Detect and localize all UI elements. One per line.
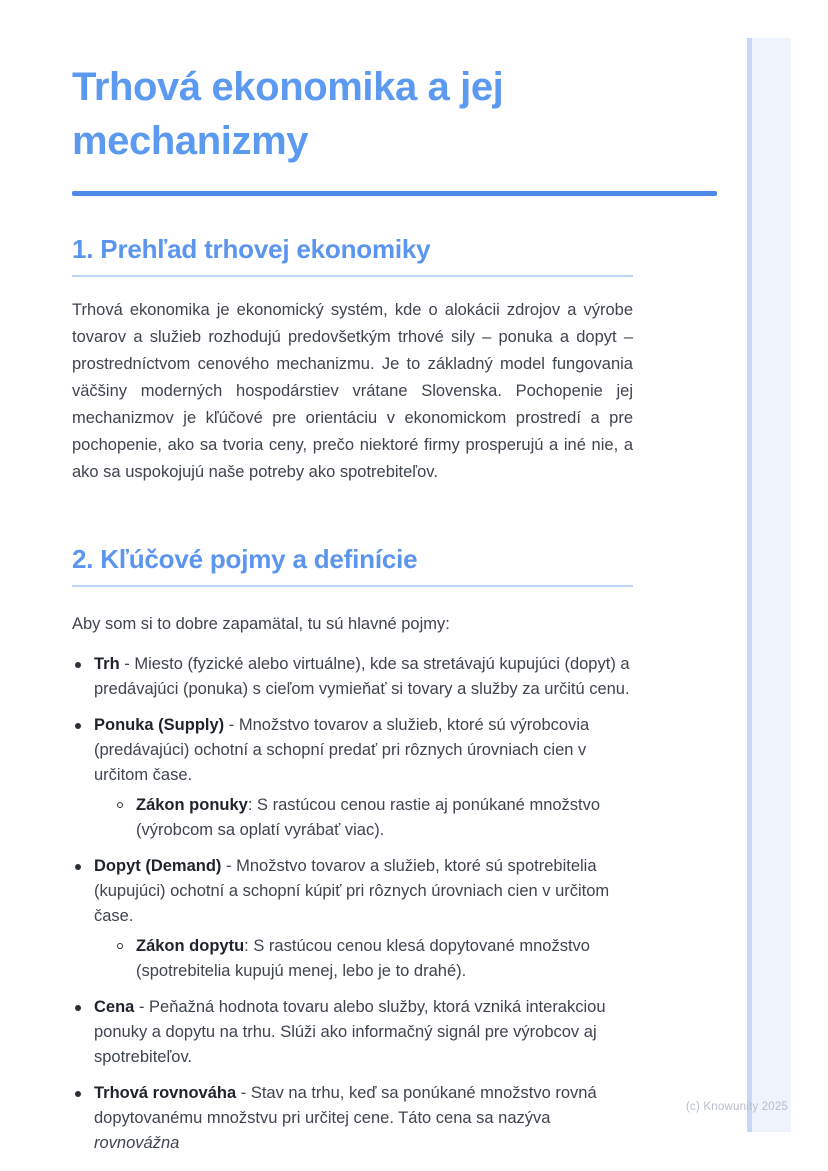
section-2-underline <box>72 585 633 587</box>
page-edge-accent-panel <box>752 38 791 1132</box>
terms-list <box>72 652 633 1156</box>
term-definition: Množstvo tovarov a služieb, ktoré sú výrobcovia (predávajúci) ochotní a schopní predať pri rôznych úrovniach cien v určitom čase. <box>94 716 590 784</box>
subterms-list <box>94 793 633 843</box>
bullet-icon <box>75 1091 81 1097</box>
subterms-list <box>94 934 633 984</box>
term-definition: Miesto (fyzické alebo virtuálne), kde sa stretávajú kupujúci (dopyt) a predávajúci (ponuka) s cieľom vymieňať si tovary a služby za určitú cenu. <box>94 655 630 698</box>
hollow-bullet-icon <box>117 943 123 949</box>
term-separator: - <box>224 716 239 734</box>
section-1-underline <box>72 275 633 277</box>
bullet-icon <box>75 1005 81 1011</box>
term-separator: - <box>221 857 237 875</box>
bullet-icon <box>75 864 81 870</box>
document-title: Trhová ekonomika a jej mechanizmy <box>72 65 504 163</box>
copyright-watermark: (c) Knowunity 2025 <box>686 1101 789 1113</box>
term-name: Trhová rovnováha <box>94 1084 237 1102</box>
section-2-heading: 2. Kľúčové pojmy a definície <box>72 544 418 574</box>
hollow-bullet-icon <box>117 802 123 808</box>
term-item-trhova-rovnovaha <box>72 1081 633 1156</box>
term-item-trh <box>72 652 633 702</box>
title-divider <box>72 191 717 196</box>
term-definition: Množstvo tovarov a služieb, ktoré sú spotrebitelia (kupujúci) ochotní a schopní kúpiť pri rôznych úrovniach cien v určitom čase. <box>94 857 610 925</box>
term-definition: Peňažná hodnota tovaru alebo služby, ktorá vzniká interakciou ponuky a dopytu na trhu. Slúži ako informačný signál pre výrobcov aj spotrebiteľov. <box>94 998 606 1066</box>
section-market-overview <box>72 232 633 486</box>
term-item-dopyt <box>72 854 633 984</box>
term-name: Ponuka (Supply) <box>94 716 225 734</box>
section-2-intro: Aby som si to dobre zapamätal, tu sú hlavné pojmy: <box>72 615 450 633</box>
document-content <box>72 0 633 1167</box>
section-1-heading: 1. Prehľad trhovej ekonomiky <box>72 234 431 264</box>
term-item-cena <box>72 995 633 1070</box>
bullet-icon <box>75 662 81 668</box>
term-definition-italic: rovnovážna <box>94 1134 180 1152</box>
subterm-item-zakon-ponuky <box>114 793 633 843</box>
bullet-icon <box>75 723 81 729</box>
term-name: Dopyt (Demand) <box>94 857 222 875</box>
term-separator: - <box>134 998 150 1016</box>
term-separator: - <box>236 1084 251 1102</box>
section-1-paragraph: Trhová ekonomika je ekonomický systém, kde o alokácii zdrojov a výrobe tovarov a služieb rozhodujú predovšetkým trhové sily – ponuka a dopyt – prostredníctvom cenového mechanizmu. Je to základný model fungovania väčšiny moderných hospodárstiev vrátane Slovenska. Pochopenie jej mechanizmov je kľúčové pre orientáciu v ekonomickom prostredí a pre pochopenie, ako sa tvoria ceny, prečo niektoré firmy prosperujú a iné nie, a ako sa uspokojujú naše potreby ako spotrebiteľov. <box>72 301 633 481</box>
term-item-ponuka <box>72 713 633 843</box>
subterm-definition: S rastúcou cenou rastie aj ponúkané množstvo (výrobcom sa oplatí vyrábať viac). <box>136 796 601 839</box>
section-key-terms <box>72 542 633 1156</box>
term-name: Cena <box>94 998 135 1016</box>
subterm-name: Zákon dopytu <box>136 937 245 955</box>
subterm-item-zakon-dopytu <box>114 934 633 984</box>
term-definition: Stav na trhu, keď sa ponúkané množstvo rovná dopytovanému množstvu pri určitej cene. Táto cena sa nazýva <box>94 1084 597 1127</box>
term-separator: - <box>119 655 135 673</box>
subterm-definition: S rastúcou cenou klesá dopytované množstvo (spotrebitelia kupujú menej, lebo je to drahé). <box>136 937 590 980</box>
term-name: Trh <box>94 655 120 673</box>
subterm-name: Zákon ponuky <box>136 796 248 814</box>
subterm-separator: : <box>244 937 254 955</box>
subterm-separator: : <box>247 796 258 814</box>
